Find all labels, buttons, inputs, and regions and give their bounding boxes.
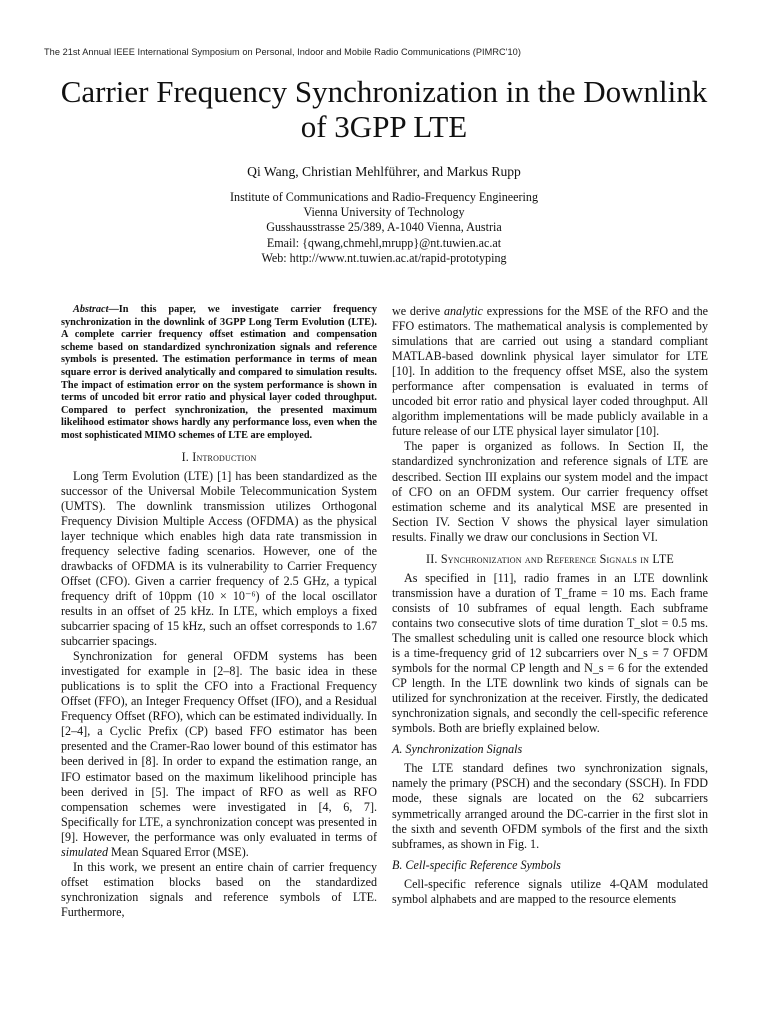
author-list: Qi Wang, Christian Mehlführer, and Markus Rupp	[247, 164, 521, 179]
frame-structure-paragraph: As specified in [11], radio frames in an LTE downlink transmission have a duration of T_frame = 10 ms. Each frame consists of 10 subframes of equal length. Each subframe contains two consecutive slots of time duration T_slot = 0.5 ms. The smallest scheduling unit is called one resource block which is a time-frequency grid of 12 subcarriers over N_s = 7 OFDM symbols for the normal CP length and N_s = 6 for the extended CP length. In the LTE downlink two kinds of signals can be utilized for synchronization at the receiver. Firstly, the dedicated synchronization signals, and secondly the cell-specific reference symbols. Both are briefly explained below.	[392, 570, 708, 736]
affiliation-web: Web: http://www.nt.tuwien.ac.at/rapid-prototyping	[261, 250, 507, 265]
subsection-heading-reference-symbols: B. Cell-specific Reference Symbols	[392, 857, 561, 872]
sync-signals-paragraph: The LTE standard defines two synchronization signals, namely the primary (PSCH) and the secondary (SSCH). In FDD mode, these signals are located on the 62 subcarriers symmetrically arranged around the DC-carrier in the first slot in the sixth and seventh OFDM symbols of the first and the sixth subframes, as shown in Fig. 1.	[392, 761, 708, 851]
abstract-label: Abstract	[73, 304, 109, 315]
continued-text-start: we derive	[392, 304, 444, 318]
paper-title	[30, 74, 738, 144]
intro-paragraph-3: In this work, we present an entire chain of carrier frequency offset estimation blocks based on the standardized synchronization signals and reference symbols of LTE. Furthermore,	[61, 859, 377, 919]
subsection-heading-sync-signals: A. Synchronization Signals	[392, 742, 523, 757]
intro-paragraph-2-end: Mean Squared Error (MSE).	[108, 844, 249, 859]
right-column	[392, 304, 708, 907]
affiliation-institute: Institute of Communications and Radio-Frequency Engineering	[230, 190, 538, 204]
continued-text-emphasis: analytic	[443, 304, 483, 318]
section-heading-sync-reference: II. Synchronization and Reference Signals in LTE	[425, 551, 675, 566]
running-head: The 21st Annual IEEE International Symposium on Personal, Indoor and Mobile Radio Communications (PIMRC'10)	[44, 47, 521, 57]
organization-paragraph: The paper is organized as follows. In Section II, the standardized synchronization and reference signals of LTE are described. Section III explains our system model and the impact of CFO on an OFDM system. Our carrier frequency offset estimation scheme and its analytical MSE are presented in Section IV. Section V shows the physical layer simulation results. Finally we draw our conclusions in Section VI.	[392, 439, 708, 544]
left-column	[61, 304, 377, 920]
reference-symbols-paragraph: Cell-specific reference signals utilize 4-QAM modulated symbol alphabets and are mapped to the resource elements	[392, 876, 708, 906]
intro-paragraph-1: Long Term Evolution (LTE) [1] has been standardized as the successor of the Universal Mobile Telecommunication System (UMTS). The downlink transmission utilizes Orthogonal Frequency Division Multiple Access (OFDMA) as the physical layer technique which enables high data rate transmission in frequency selective fading scenarios. However, one of the drawbacks of OFDMA is its vulnerability to Carrier Frequency Offset (CFO). Given a carrier frequency of 2.5 GHz, a typical frequency drift of 10ppm (10 × 10⁻⁶) of the local oscillator results in an offset of 25 kHz. In LTE, which employs a fixed subcarrier spacing of 15 kHz, such an offset corresponds to 1.67 subcarrier spacings.	[61, 468, 377, 649]
affiliation-university: Vienna University of Technology	[303, 205, 465, 220]
continued-text-rest: expressions for the MSE of the RFO and the FFO estimators. The mathematical analysis is complemented by simulations that are carried out using a standard compliant MATLAB-based downlink physical layer simulator for LTE [10]. In addition to the frequency offset MSE, also the system performance after compensation is evaluated in terms of uncoded bit error ratio and physical layer coded throughput. All algorithm implementations will be made publicly available in a future release of our LTE physical layer simulator [10].	[392, 304, 708, 439]
abstract-text: —In this paper, we investigate carrier frequency synchronization in the downlink of 3GPP Long Term Evolution (LTE). A complete carrier frequency offset estimation and compensation scheme based on standardized synchronization signals and reference symbols is presented. The estimation performance in terms of mean square error is derived analytically and compared to simulation results. The impact of estimation error on the system performance is shown in terms of uncoded bit error ratio and physical layer coded throughput. Compared to perfect synchronization, the presented maximum likelihood estimator shows hardly any performance loss, even when the most sophisticated MIMO schemes of LTE are employed.	[61, 304, 377, 441]
affiliation-address: Gusshausstrasse 25/389, A-1040 Vienna, Austria	[266, 220, 502, 235]
title-line-1: Carrier Frequency Synchronization in the Downlink	[60, 74, 708, 109]
section-heading-introduction: I. Introduction	[181, 449, 257, 464]
intro-paragraph-2	[61, 649, 377, 860]
affiliation-block	[30, 190, 738, 266]
intro-paragraph-2-emphasis: simulated	[61, 844, 109, 859]
affiliation-email: Email: {qwang,chmehl,mrupp}@nt.tuwien.ac.at	[266, 235, 502, 250]
intro-paragraph-3-continued	[392, 304, 708, 439]
abstract	[61, 304, 377, 443]
intro-paragraph-2-text: Synchronization for general OFDM systems has been investigated for example in [2–8]. The basic idea in these publications is to split the CFO into a Fractional Frequency Offset (FFO), an Integer Frequency Offset (IFO), and a Residual Frequency Offset (RFO), which can be estimated individually. In [2–4], a Cyclic Prefix (CP) based FFO estimator has been presented and the Cramer-Rao lower bound of this estimator has been derived in [8]. In order to expand the estimation range, an IFO estimator based on the maximum likelihood principle has been derived in [5]. The impact of RFO as well as RFO compensation schemes were investigated in [4, 6, 7]. Specifically for LTE, a synchronization concept was presented in [9]. However, the performance was only evaluated in terms of	[61, 649, 377, 844]
title-line-2: of 3GPP LTE	[300, 109, 468, 144]
